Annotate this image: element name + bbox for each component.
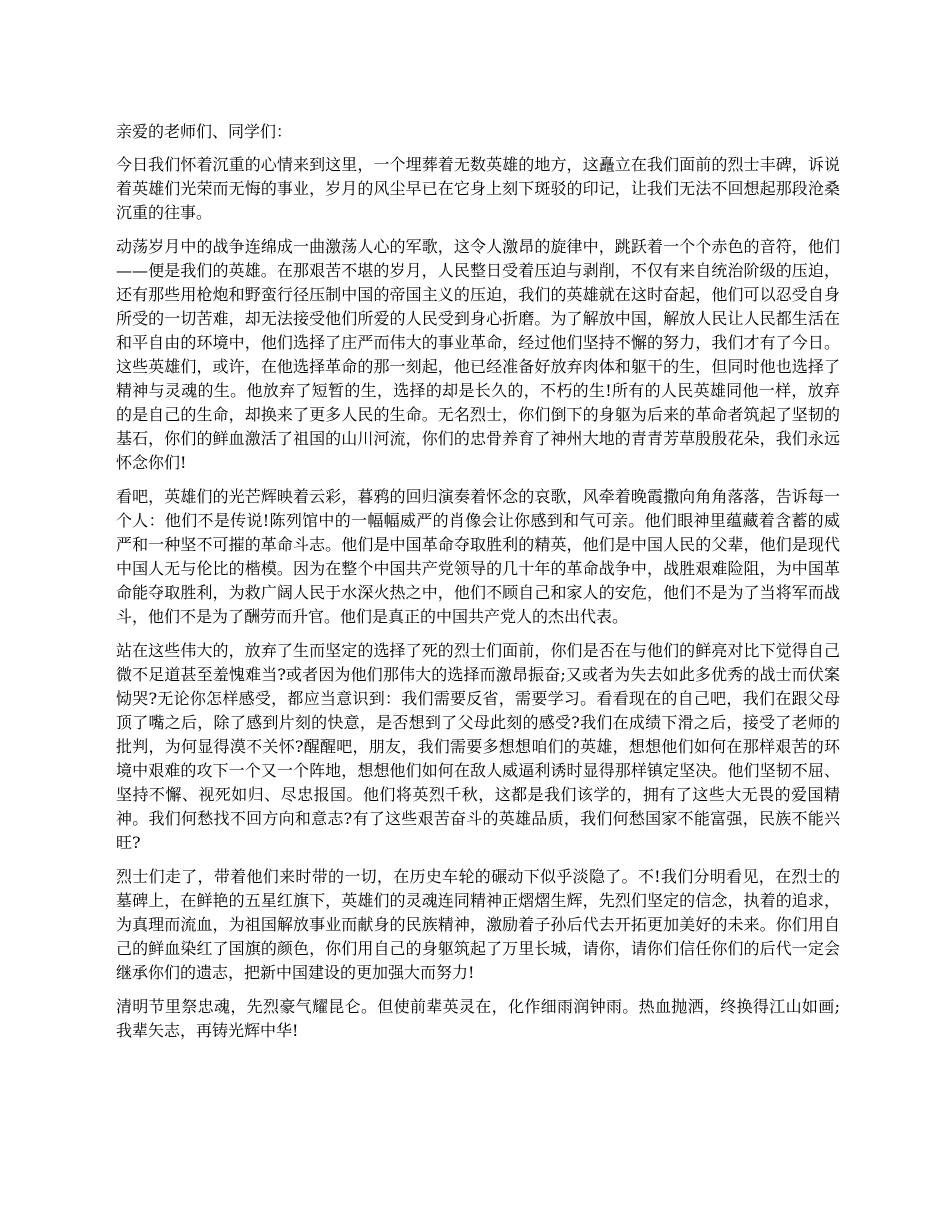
paragraph-1: 今日我们怀着沉重的心情来到这里，一个埋葬着无数英雄的地方，这矗立在我们面前的烈士丰碑，诉说着英雄们光荣而无悔的事业，岁月的风尘早已在它身上刻下斑驳的印记，让我们无法不回想起那段沧桑沉重的往事。 [116,155,840,222]
paragraph-6: 清明节里祭忠魂，先烈豪气耀昆仑。但使前辈英灵在，化作细雨润钟雨。热血抛洒，终换得江山如画;我辈矢志，再铸光辉中华! [116,997,840,1040]
paragraph-4: 站在这些伟大的，放弃了生而坚定的选择了死的烈士们面前，你们是否在与他们的鲜亮对比下觉得自己微不足道甚至羞愧难当?或者因为他们那伟大的选择而激昂振奋;又或者为失去如此多优秀的战士而伏案恸哭?无论你怎样感受，都应当意识到：我们需要反省，需要学习。看看现在的自己吧，我们在跟父母顶了嘴之后，除了感到片刻的快意，是否想到了父母此刻的感受?我们在成绩下滑之后，接受了老师的批判，为何显得漠不关怀?醒醒吧，朋友，我们需要多想想咱们的英雄，想想他们如何在那样艰苦的环境中艰难的攻下一个又一个阵地，想想他们如何在敌人威逼利诱时显得那样镇定坚决。他们坚韧不屈、坚持不懈、视死如归、尽忠报国。他们将英烈千秋，这都是我们该学的，拥有了这些大无畏的爱国精神。我们何愁找不回方向和意志?有了这些艰苦奋斗的英雄品质，我们何愁国家不能富强，民族不能兴旺? [116,641,840,852]
paragraph-2: 动荡岁月中的战争连绵成一曲激荡人心的军歌，这令人激昂的旋律中，跳跃着一个个赤色的音符，他们——便是我们的英雄。在那艰苦不堪的岁月，人民整日受着压迫与剥削，不仅有来自统治阶级的压迫，还有那些用枪炮和野蛮行径压制中国的帝国主义的压迫，我们的英雄就在这时奋起，他们可以忍受自身所受的一切苦难，却无法接受他们所爱的人民受到身心折磨。为了解放中国，解放人民让人民都生活在和平自由的环境中，他们选择了庄严而伟大的事业革命，经过他们坚持不懈的努力，我们才有了今日。这些英雄们，或许，在他选择革命的那一刻起，他已经准备好放弃肉体和躯干的生，但同时他也选择了精神与灵魂的生。他放弃了短暂的生，选择的却是长久的，不朽的生!所有的人民英雄同他一样，放弃的是自己的生命，却换来了更多人民的生命。无名烈士，你们倒下的身躯为后来的革命者筑起了坚韧的基石，你们的鲜血激活了祖国的山川河流，你们的忠骨养育了神州大地的青青芳草殷殷花朵，我们永远怀念你们! [116,237,840,472]
paragraph-3: 看吧，英雄们的光芒辉映着云彩，暮鸦的回归演奏着怀念的哀歌，风牵着晚霞撒向角角落落，告诉每一个人：他们不是传说!陈列馆中的一幅幅威严的肖像会让你感到和气可亲。他们眼神里蕴藏着含蓄的威严和一种坚不可摧的革命斗志。他们是中国革命夺取胜利的精英，他们是中国人民的父辈，他们是现代中国人无与伦比的楷模。因为在整个中国共产党领导的几十年的革命战争中，战胜艰难险阻，为中国革命能夺取胜利，为救广阔人民于水深火热之中，他们不顾自己和家人的安危，他们不是为了当将军而战斗，他们不是为了酬劳而升官。他们是真正的中国共产党人的杰出代表。 [116,487,840,626]
document-body [116,120,840,1053]
greeting: 亲爱的老师们、同学们： [116,122,293,141]
paragraph-5: 烈士们走了，带着他们来时带的一切，在历史车轮的碾动下似乎淡隐了。不!我们分明看见，在烈士的墓碑上，在鲜艳的五星红旗下，英雄们的灵魂连同精神正熠熠生辉，先烈们坚定的信念，执着的追求，为真理而流血，为祖国解放事业而献身的民族精神，激励着子孙后代去开拓更加美好的未来。你们用自己的鲜血染红了国旗的颜色，你们用自己的身躯筑起了万里长城，请你，请你们信任你们的后代一定会继承你们的遗志，把新中国建设的更加强大而努力! [116,867,840,982]
